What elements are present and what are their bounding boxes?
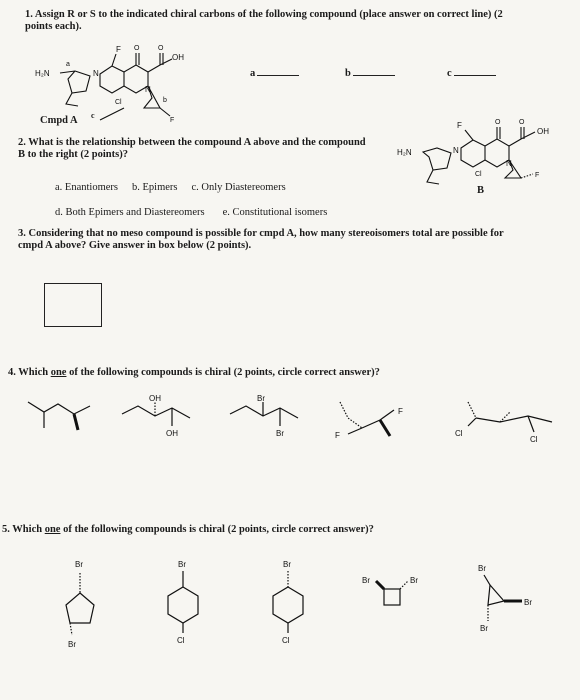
label-c: c [91,111,95,120]
compound-b-structure [395,110,575,195]
q4-br-top: Br [257,394,265,403]
q5-c2-cl-bot: Cl [177,636,185,645]
q4-compound-3[interactable] [230,394,298,438]
q4-text-post: of the following compounds is chiral (2 points, circle correct answer)? [66,367,380,378]
cmpd-a-o2: O [158,45,164,52]
q2-option-a[interactable]: a. Enantiomers [55,182,118,193]
q3-text-line2: cmpd A above? Give answer in box below (2 points). [18,240,252,251]
q1-text-line2: points each). [25,21,82,32]
cmpd-b-n1: N [453,146,459,155]
q4-oh-bottom: OH [166,429,178,438]
q5-c1-br-bot: Br [68,640,76,649]
q2-options-row2 [55,207,415,219]
blank-a[interactable] [250,68,299,80]
q5-c5-br-tl: Br [478,564,486,573]
cmpd-a-o1: O [134,45,140,52]
q1-prompt [25,9,503,33]
q4-text-pre: 4. Which [8,367,51,378]
q3-text-line1: 3. Considering that no meso compound is possible for cmpd A, how many stereoisomers total are possible for [18,228,504,239]
blank-a-label: a [250,68,256,79]
q2-option-d[interactable]: d. Both Epimers and Diastereomers [55,207,205,218]
cmpd-a-n1: N [93,69,99,78]
blank-b-line[interactable] [353,75,395,76]
q5-structures [0,555,580,695]
label-b: b [163,97,167,104]
cmpd-a-n2: N [145,85,151,94]
blank-b-label: b [345,68,351,79]
q5-text-post: of the following compounds is chiral (2 points, circle correct answer)? [60,524,374,535]
q5-prompt [2,524,374,536]
q5-c2-br-top: Br [178,560,186,569]
q4-oh-top: OH [149,394,161,403]
cmpd-b-f: F [457,121,462,130]
q5-c3-cl-bot: Cl [282,636,290,645]
q4-cl2: Cl [530,435,538,444]
cmpd-a-oh: OH [172,53,184,62]
q4-prompt [8,367,380,379]
q5-c1-br-top: Br [75,560,83,569]
q2-text-line1: 2. What is the relationship between the compound A above and the compound [18,137,366,148]
cmpd-a-amine: H₂N [35,69,50,78]
cmpd-b-cl: Cl [475,171,482,178]
q4-text-emph: one [50,367,67,378]
q1-text-line1: 1. Assign R or S to the indicated chiral carbons of the following compound (place answer on correct line) (2 [25,9,503,20]
q4-structures [0,390,580,465]
blank-c-label: c [447,68,452,79]
blank-c[interactable] [447,68,496,80]
q4-f2: F [335,431,340,440]
cmpd-a-f2: F [170,117,175,124]
q4-br-bottom: Br [276,429,284,438]
q4-cl1: Cl [455,429,463,438]
q5-compound-2[interactable] [168,560,198,645]
blank-a-line[interactable] [257,75,299,76]
q4-compound-4[interactable] [335,402,403,440]
cmpd-a-f: F [116,45,121,54]
cmpd-a-cl: Cl [115,99,122,106]
q2-text-line2: B to the right (2 points)? [18,149,128,160]
cmpd-b-label: B [477,185,485,196]
q2-option-b[interactable]: b. Epimers [131,182,178,193]
blank-b[interactable] [345,68,395,80]
q5-compound-1[interactable] [66,560,94,649]
q4-compound-5[interactable] [455,402,552,444]
q5-compound-5[interactable] [478,564,532,633]
cmpd-b-o1: O [495,119,501,126]
label-a: a [66,61,70,68]
q2-option-e[interactable]: e. Constitutional isomers [222,207,328,218]
cmpd-a-methyl-c [98,106,128,124]
q5-c3-br-top: Br [283,560,291,569]
cmpd-b-n2: N [506,159,512,168]
q3-prompt [18,228,573,252]
q5-c4-br-right: Br [410,576,418,585]
cmpd-b-o2: O [519,119,525,126]
q5-text-emph: one [44,524,61,535]
q2-options-row1 [55,182,385,194]
q2-option-c[interactable]: c. Only Diastereomers [191,182,286,193]
blank-c-line[interactable] [454,75,496,76]
q3-answer-box[interactable] [44,283,102,327]
q4-compound-1[interactable] [28,402,90,430]
q2-prompt [18,137,366,161]
cmpd-a-label: Cmpd A [40,115,78,126]
q5-compound-4[interactable] [362,576,418,605]
cmpd-b-oh: OH [537,127,549,136]
q4-compound-2[interactable] [122,394,190,438]
cmpd-b-amine: H₂N [397,148,412,157]
q5-text-pre: 5. Which [2,524,45,535]
q5-c5-br-bottom: Br [480,624,488,633]
q4-f1: F [398,407,403,416]
q5-c4-br-left: Br [362,576,370,585]
q5-compound-3[interactable] [273,560,303,645]
q5-c5-br-right: Br [524,598,532,607]
cmpd-b-f2: F [535,172,540,179]
